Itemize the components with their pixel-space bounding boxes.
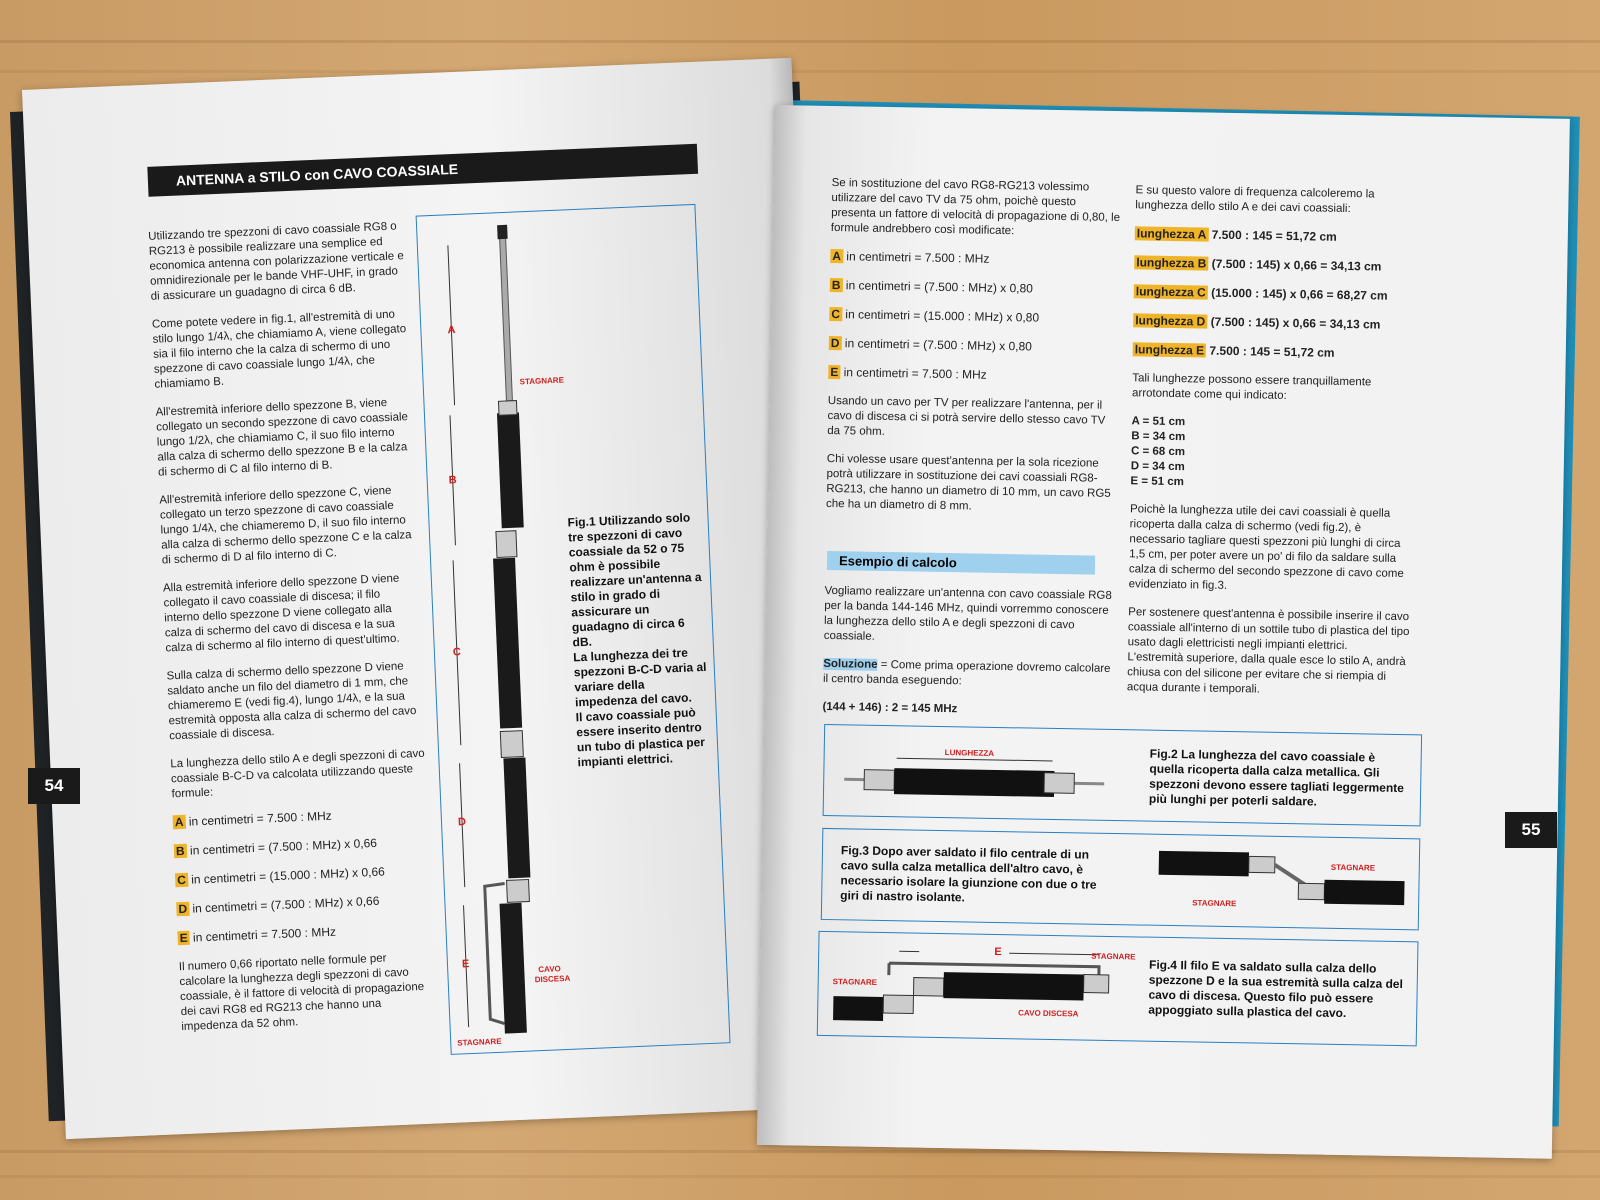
length-value: (15.000 : 145) x 0,66 = 68,27 cm bbox=[1207, 285, 1388, 303]
right-page bbox=[757, 105, 1570, 1159]
formula-letter: A bbox=[174, 814, 184, 830]
stagnare-label: STAGNARE bbox=[832, 977, 878, 987]
paragraph: All'estremità inferiore dello spezzone B, viene collegato un secondo spezzone di cavo coassiale lungo 1/2λ, che chiamiamo C, il suo filo interno alla calza di schermo dello spezzone B e la calza di schermo di C al filo interno di B. bbox=[155, 396, 409, 479]
discesa-label: DISCESA bbox=[534, 973, 571, 985]
length-line bbox=[1133, 342, 1423, 362]
stagnare-label: STAGNARE bbox=[1091, 951, 1136, 962]
fig2-box bbox=[823, 724, 1423, 826]
soluzione-paragraph bbox=[823, 657, 1113, 692]
rounded-item: D = 34 cm bbox=[1130, 460, 1185, 474]
label-d: D bbox=[457, 816, 467, 829]
page-header: ANTENNA a STILO con CAVO COASSIALE bbox=[147, 144, 698, 197]
length-value: (7.500 : 145) x 0,66 = 34,13 cm bbox=[1208, 256, 1382, 274]
fig4-box bbox=[817, 931, 1419, 1046]
length-label: lunghezza D bbox=[1135, 313, 1206, 329]
section-title: Esempio di calcolo bbox=[827, 551, 1095, 575]
formula-line bbox=[177, 921, 432, 947]
fig2-diagram bbox=[834, 727, 1135, 820]
formula-text: in centimetri = (7.500 : MHz) x 0,80 bbox=[841, 336, 1033, 354]
paragraph: Per sostenere quest'antenna è possibile inserire il cavo coassiale all'interno di un sottile tubo di plastica del tipo usato dagli elettricisti negli impianti elettrici. L'estremità superiore, dalla quale esce lo stilo A, andrà chiusa con del silicone per evitare che si riempia di acqua durante i temporali. bbox=[1126, 606, 1410, 696]
formula-text: in centimetri = 7.500 : MHz bbox=[189, 924, 337, 945]
length-value: 7.500 : 145 = 51,72 cm bbox=[1208, 227, 1337, 244]
length-line bbox=[1135, 226, 1425, 246]
paragraph: Sulla calza di schermo dello spezzone D viene saldato anche un filo del diametro di 1 mm, che chiameremo E (vedi fig.4), lungo 1/4λ, e la sua estremità opposta alla calza di schermo del cavo coassiale di discesa. bbox=[166, 660, 417, 743]
paragraph: Vogliamo realizzare un'antenna con cavo coassiale RG8 per la banda 144-146 MHz, quindi vorremmo conoscere la lunghezza dello stilo A e degli spezzoni di cavo coassiale. bbox=[823, 584, 1112, 643]
fig1-box bbox=[416, 204, 731, 1055]
rounded-item: A = 51 cm bbox=[1131, 415, 1186, 429]
formula-letter: A bbox=[832, 249, 842, 264]
formula-letter: B bbox=[175, 843, 185, 859]
length-line bbox=[1133, 313, 1423, 333]
rounded-item: E = 51 cm bbox=[1130, 475, 1184, 489]
fig4-caption: Fig.4 Il filo E va saldato sulla calza dello spezzone D e la sua estremità sulla calza del cavo di discesa. Questo filo può essere appoggiato sulla plastica del cavo. bbox=[1148, 957, 1403, 1021]
formula-text: in centimetri = (7.500 : MHz) x 0,66 bbox=[188, 893, 380, 916]
right-column-1b bbox=[822, 584, 1114, 733]
antenna-diagram bbox=[417, 211, 592, 1052]
right-column-1 bbox=[826, 176, 1122, 530]
paragraph: Poichè la lunghezza utile dei cavi coassiali è quella ricoperta dalla calza di schermo (vedi fig.2), è necessario tagliare questi spezzoni più lunghi di circa 1,5 cm, per poter avere un po' di filo da saldare sulla calza di schermo del secondo spezzone di cavo come evidenziato in fig.3. bbox=[1128, 503, 1404, 592]
length-label: lunghezza C bbox=[1135, 284, 1206, 300]
fig3-diagram bbox=[1122, 836, 1413, 929]
paragraph: All'estremità inferiore dello spezzone C, viene collegato un terzo spezzone di cavo coassiale lungo 1/4λ, che chiameremo D, il suo filo interno alla calza di schermo dello spezzone C e la calza di schermo di D al filo interno di C. bbox=[159, 484, 412, 567]
calc-line: (144 + 146) : 2 = 145 MHz bbox=[822, 700, 958, 716]
formula-line bbox=[173, 805, 428, 831]
rounded-item: B = 34 cm bbox=[1131, 430, 1186, 444]
paragraph: Tali lunghezze possono essere tranquillamente arrotondate come qui indicato: bbox=[1131, 372, 1372, 402]
label-c: C bbox=[452, 646, 462, 659]
formula-text: in centimetri = 7.500 : MHz bbox=[840, 365, 987, 382]
soluzione-text: = Come prima operazione dovremo calcolare il centro banda eseguendo: bbox=[822, 658, 1111, 688]
paragraph: Chi volesse usare quest'antenna per la sola ricezione potrà utilizzare in sostituzione dei cavi coassiali RG8-RG213, che hanno un diametro di 10 mm, un cavo RG5 che ha un diametro di 8 mm. bbox=[825, 452, 1111, 513]
soluzione-label: Soluzione bbox=[823, 657, 878, 671]
formula-line bbox=[176, 892, 431, 918]
formula-letter: D bbox=[178, 901, 188, 917]
formula-text: in centimetri = (15.000 : MHz) x 0,80 bbox=[841, 307, 1040, 325]
right-column-2 bbox=[1127, 183, 1426, 713]
fig4-diagram bbox=[828, 934, 1140, 1039]
label-a: A bbox=[447, 324, 456, 337]
paragraph: Il numero 0,66 riportato nelle formule per calcolare la lunghezza degli spezzoni di cavo coassiale, è il fattore di velocità di propagazione dei cavi RG8 ed RG213 che hanno una impedenza da 52 ohm. bbox=[178, 952, 425, 1034]
formula-line bbox=[829, 336, 1119, 356]
paragraph: E su questo valore di frequenza calcoleremo la lunghezza dello stilo A e dei cavi coassiali: bbox=[1135, 184, 1375, 216]
cavo-discesa-label: CAVO DISCESA bbox=[1018, 1008, 1079, 1019]
label-b: B bbox=[448, 474, 457, 487]
formula-text: in centimetri = (15.000 : MHz) x 0,66 bbox=[187, 864, 386, 887]
length-line bbox=[1134, 284, 1424, 304]
paragraph: Come potete vedere in fig.1, all'estremità di uno stilo lungo 1/4λ, che chiamiamo A, viene collegato sia il filo interno che la calza di schermo di uno spezzone di cavo coassiale lungo 1/4λ, che chiamiamo B. bbox=[151, 308, 407, 391]
fig3-box bbox=[821, 828, 1421, 930]
formula-letter: E bbox=[179, 930, 188, 946]
paragraph: La lunghezza dello stilo A e degli spezzoni di cavo coassiale B-C-D va calcolata utilizzando queste formule: bbox=[170, 747, 425, 801]
formula-letter: C bbox=[176, 872, 187, 888]
formula-text: in centimetri = (7.500 : MHz) x 0,80 bbox=[842, 278, 1034, 296]
formula-line bbox=[830, 249, 1120, 269]
formula-text: in centimetri = 7.500 : MHz bbox=[842, 249, 990, 266]
length-value: (7.500 : 145) x 0,66 = 34,13 cm bbox=[1207, 314, 1381, 332]
label-e: E bbox=[461, 958, 470, 971]
formula-letter: D bbox=[830, 336, 840, 351]
length-label: lunghezza B bbox=[1136, 255, 1207, 271]
formula-line bbox=[829, 307, 1119, 327]
length-label: lunghezza A bbox=[1136, 226, 1207, 242]
stagnare-label: STAGNARE bbox=[1192, 898, 1237, 909]
paragraph: Se in sostituzione del cavo RG8-RG213 volessimo utilizzare del cavo TV da 75 ohm, poichè questo presenta un fattore di velocità di propagazione di 0,80, le formule andrebbero così modificate: bbox=[830, 177, 1121, 238]
page-number-left: 54 bbox=[28, 768, 80, 804]
fig3-caption: Fig.3 Dopo aver saldato il filo centrale di un cavo sulla calza metallica dell'altro cavo, è necessario isolare la giunzione con due o tre giri di nastro isolante. bbox=[840, 843, 1097, 905]
formula-letter: C bbox=[831, 307, 841, 322]
cavo-label: CAVO bbox=[538, 964, 561, 975]
paragraph: Utilizzando tre spezzoni di cavo coassiale RG8 o RG213 è possibile realizzare una semplice ed economica antenna con polarizzazione verticale e omnidirezionale per le bande VHF-UHF, in grado di assicurare un guadagno di circa 6 dB. bbox=[148, 220, 404, 303]
stagnare-label-bottom: STAGNARE bbox=[457, 1036, 502, 1048]
formula-line bbox=[828, 365, 1118, 385]
formula-letter: B bbox=[831, 278, 841, 293]
lunghezza-label: LUNGHEZZA bbox=[944, 748, 995, 758]
stagnare-label: STAGNARE bbox=[519, 375, 565, 387]
paragraph: Alla estremità inferiore dello spezzone D viene collegato il cavo coassiale di discesa; il filo interno dello spezzone D viene collegato alla calza di schermo del cavo di discesa e la sua calza di schermo al filo interno di quest'ultimo. bbox=[162, 572, 400, 655]
stagnare-label: STAGNARE bbox=[1330, 862, 1376, 873]
page-number-right: 55 bbox=[1505, 812, 1557, 848]
fig2-caption: Fig.2 La lunghezza del cavo coassiale è quella ricoperta dalla calza metallica. Gli spezzoni devono essere tagliati leggermente più lunghi per poterli saldare. bbox=[1148, 746, 1405, 809]
fig1-caption: Fig.1 Utilizzando solo tre spezzoni di cavo coassiale da 52 o 75 ohm è possibile realizzare un'antenna a stilo in grado di assicurare un guadagno di circa 6 dB. La lunghezza dei tre spezzoni B-C-D varia al variare della impedenza del cavo. Il cavo coassiale può essere inserito dentro un tubo di plastica per impianti elettrici. bbox=[567, 510, 707, 770]
formula-line bbox=[830, 278, 1120, 298]
length-label: lunghezza E bbox=[1134, 342, 1205, 358]
formula-line bbox=[175, 863, 430, 889]
rounded-list bbox=[1130, 414, 1421, 494]
rounded-item: C = 68 cm bbox=[1130, 445, 1186, 459]
length-line bbox=[1134, 255, 1424, 275]
formula-line bbox=[174, 834, 429, 860]
length-value: 7.500 : 145 = 51,72 cm bbox=[1206, 343, 1335, 360]
formula-letter: E bbox=[830, 365, 839, 380]
paragraph: Usando un cavo per TV per realizzare l'antenna, per il cavo di discesa ci si potrà servire dello stesso cavo TV da 75 ohm. bbox=[827, 394, 1106, 438]
formula-text: in centimetri = (7.500 : MHz) x 0,66 bbox=[186, 835, 378, 858]
left-page bbox=[22, 58, 835, 1139]
left-text-column bbox=[148, 219, 437, 1048]
label-e: E bbox=[994, 945, 1002, 959]
formula-text: in centimetri = 7.500 : MHz bbox=[185, 808, 333, 829]
